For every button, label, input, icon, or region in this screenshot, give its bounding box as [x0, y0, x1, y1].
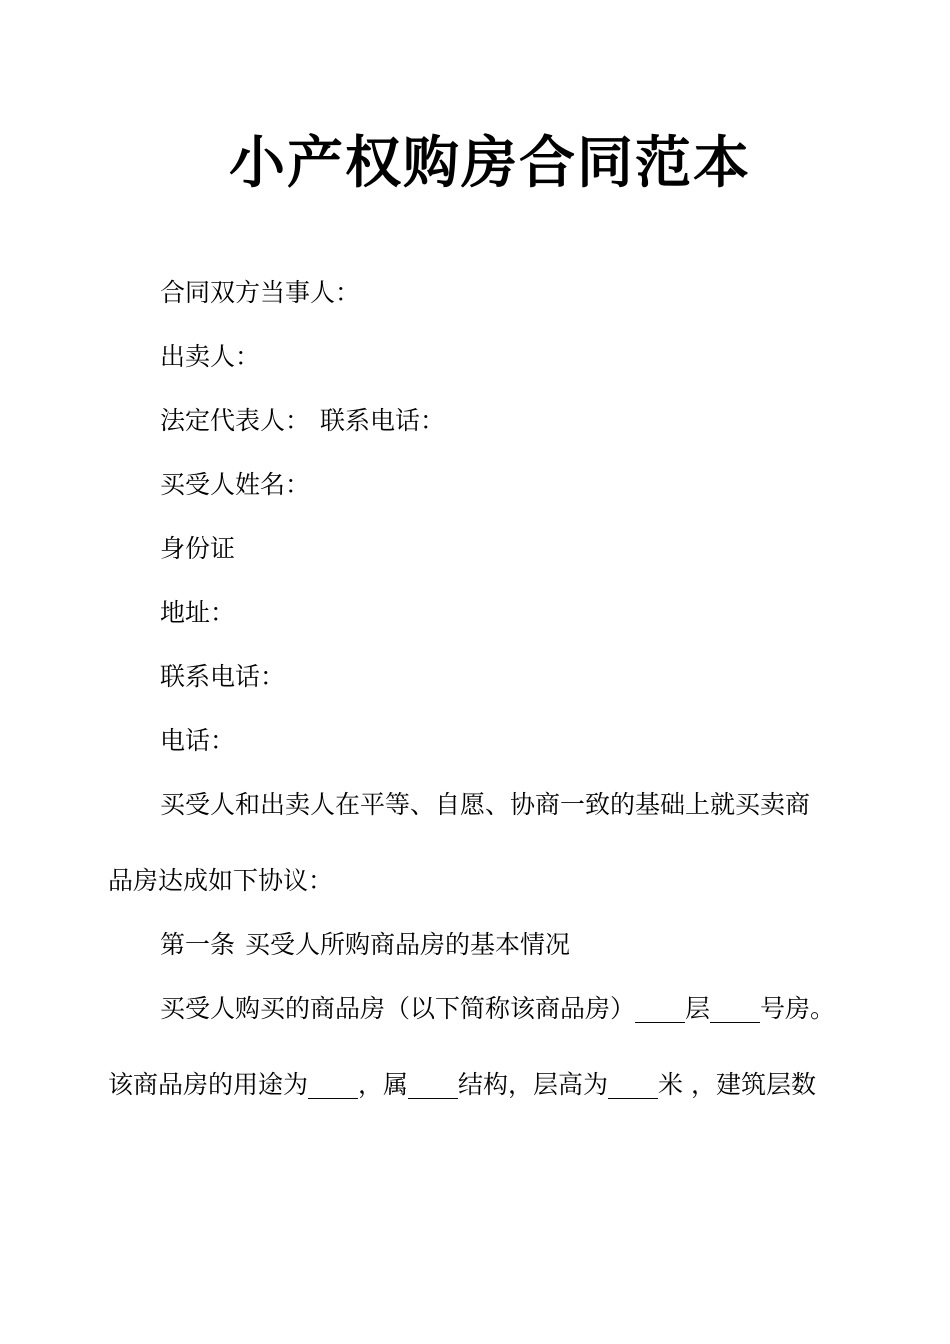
purchase-paragraph-line2: 该商品房的用途为____，属____结构，层高为____米 ，建筑层数	[108, 1070, 816, 1099]
purchase-paragraph-line1: 买受人购买的商品房（以下简称该商品房）____层____号房。	[160, 994, 836, 1023]
phone-line: 电话：	[160, 726, 236, 755]
article1-title: 买受人所购商品房的基本情况	[245, 930, 571, 959]
agreement-paragraph-line2: 品房达成如下协议：	[108, 866, 334, 895]
seller-line: 出卖人：	[160, 342, 261, 371]
buyer-phone-line: 联系电话：	[160, 662, 286, 691]
legal-rep-label: 法定代表人：	[160, 406, 311, 435]
article1-number: 第一条	[160, 930, 236, 959]
agreement-paragraph-line1: 买受人和出卖人在平等、自愿、协商一致的基础上就买卖商	[160, 790, 811, 819]
address-line: 地址：	[160, 598, 236, 627]
buyer-name-line: 买受人姓名：	[160, 470, 311, 499]
legal-rep-line	[160, 404, 445, 438]
parties-heading: 合同双方当事人：	[160, 278, 361, 307]
article1-heading	[160, 928, 570, 962]
document-title: 小产权购房合同范本	[229, 131, 751, 196]
seller-phone-label: 联系电话：	[320, 406, 446, 435]
id-card-line: 身份证	[160, 534, 236, 563]
